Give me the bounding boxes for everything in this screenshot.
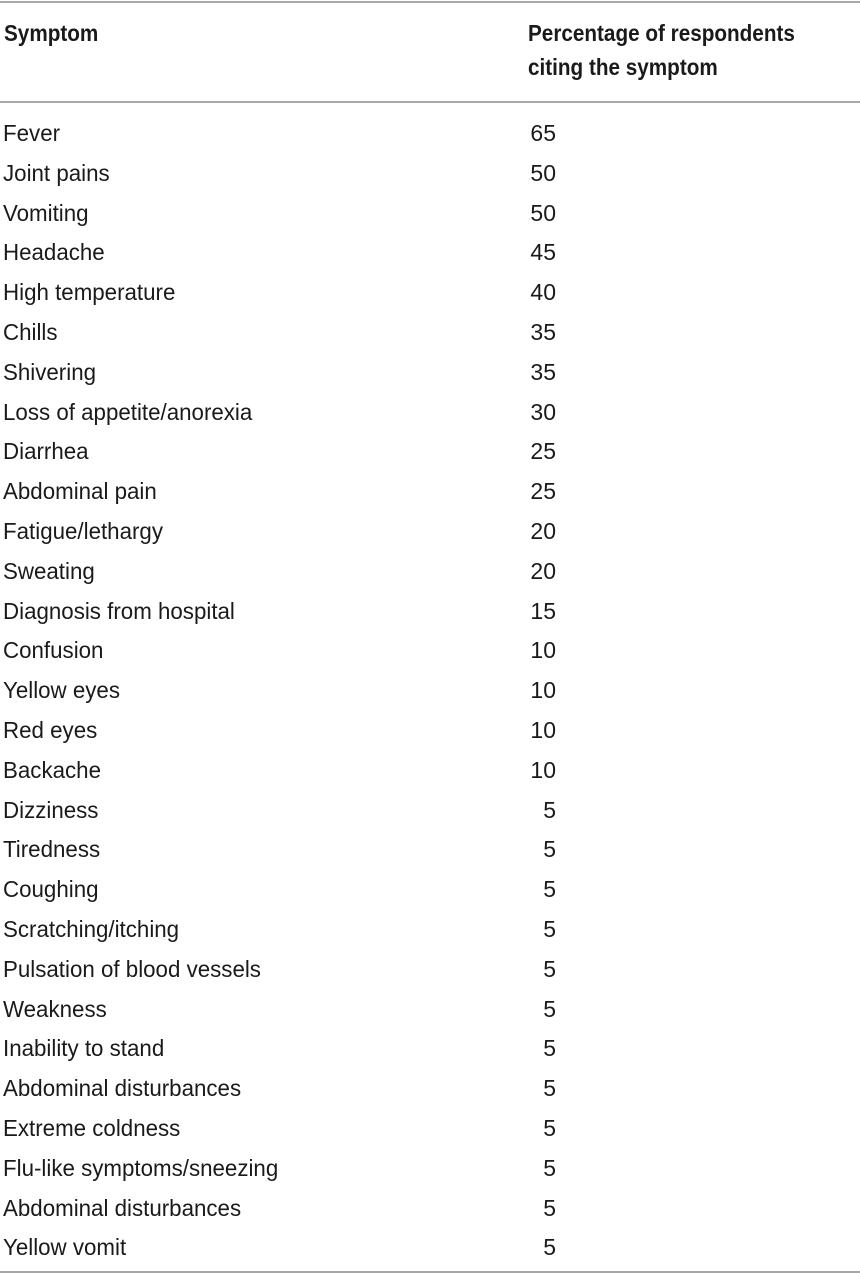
symptom-cell: Coughing	[3, 876, 99, 903]
symptom-cell: Abdominal pain	[3, 478, 157, 505]
table-row	[0, 113, 860, 153]
table-row	[0, 909, 860, 949]
column-header-percentage-line1: Percentage of respondents	[528, 20, 795, 46]
symptom-cell: Loss of appetite/anorexia	[3, 398, 253, 425]
table-row	[0, 949, 860, 989]
percentage-cell: 15	[530, 597, 556, 624]
symptom-cell: Diagnosis from hospital	[3, 597, 235, 624]
column-header-percentage	[528, 16, 795, 84]
symptom-cell: Abdominal disturbances	[3, 1194, 242, 1221]
percentage-cell: 10	[530, 716, 556, 743]
percentage-cell: 50	[530, 159, 556, 186]
symptom-cell: Headache	[3, 239, 105, 266]
symptom-cell: Pulsation of blood vessels	[3, 955, 261, 982]
table-row	[0, 1148, 860, 1188]
symptom-cell: Fatigue/lethargy	[3, 517, 163, 544]
table-row	[0, 471, 860, 511]
table-row	[0, 511, 860, 551]
percentage-cell: 35	[530, 358, 556, 385]
table-row	[0, 352, 860, 392]
percentage-cell: 5	[543, 796, 556, 823]
symptom-cell: High temperature	[3, 279, 176, 306]
percentage-cell: 30	[530, 398, 556, 425]
percentage-cell: 5	[543, 995, 556, 1022]
percentage-cell: 50	[530, 199, 556, 226]
symptom-cell: Diarrhea	[3, 438, 89, 465]
symptom-cell: Red eyes	[3, 716, 98, 743]
percentage-cell: 5	[543, 876, 556, 903]
symptom-cell: Abdominal disturbances	[3, 1075, 242, 1102]
percentage-cell: 5	[543, 1194, 556, 1221]
symptom-cell: Flu-like symptoms/sneezing	[3, 1154, 279, 1181]
symptom-cell: Joint pains	[3, 159, 110, 186]
table-bottom-rule	[0, 1271, 860, 1273]
symptom-cell: Scratching/itching	[3, 915, 180, 942]
percentage-cell: 5	[543, 1075, 556, 1102]
table-row	[0, 312, 860, 352]
symptom-cell: Dizziness	[3, 796, 99, 823]
table-row	[0, 1188, 860, 1228]
percentage-cell: 5	[543, 836, 556, 863]
percentage-cell: 5	[543, 955, 556, 982]
symptom-cell: Weakness	[3, 995, 107, 1022]
table-row	[0, 829, 860, 869]
percentage-cell: 35	[530, 318, 556, 345]
percentage-cell: 40	[530, 279, 556, 306]
symptom-cell: Yellow vomit	[3, 1234, 127, 1261]
header-rule	[0, 101, 860, 103]
percentage-cell: 10	[530, 677, 556, 704]
percentage-cell: 20	[530, 517, 556, 544]
table-row	[0, 1028, 860, 1068]
table-row	[0, 630, 860, 670]
table-row	[0, 431, 860, 471]
table-body	[0, 113, 860, 1267]
symptom-cell: Tiredness	[3, 836, 101, 863]
table-row	[0, 551, 860, 591]
percentage-cell: 5	[543, 1234, 556, 1261]
percentage-cell: 10	[530, 637, 556, 664]
table-row	[0, 1108, 860, 1148]
percentage-cell: 25	[530, 478, 556, 505]
column-header-symptom: Symptom	[4, 20, 99, 46]
percentage-cell: 65	[530, 120, 556, 146]
percentage-cell: 5	[543, 1114, 556, 1141]
percentage-cell: 5	[543, 1035, 556, 1062]
percentage-cell: 10	[530, 756, 556, 783]
table-row	[0, 591, 860, 631]
symptom-cell: Backache	[3, 756, 101, 783]
table-row	[0, 869, 860, 909]
table-row	[0, 989, 860, 1029]
column-header-percentage-line2: citing the symptom	[528, 54, 718, 80]
table-row	[0, 232, 860, 272]
table-row	[0, 1227, 860, 1267]
percentage-cell: 5	[543, 1154, 556, 1181]
table-row	[0, 710, 860, 750]
symptom-cell: Chills	[3, 318, 58, 345]
table-row	[0, 750, 860, 790]
symptom-cell: Sweating	[3, 557, 95, 584]
symptom-cell: Vomiting	[3, 199, 89, 226]
table-top-rule	[0, 1, 860, 3]
symptom-cell: Extreme coldness	[3, 1114, 181, 1141]
symptom-cell: Inability to stand	[3, 1035, 165, 1062]
percentage-cell: 20	[530, 557, 556, 584]
percentage-cell: 45	[530, 239, 556, 266]
symptom-cell: Confusion	[3, 637, 104, 664]
table-row	[0, 1068, 860, 1108]
table-row	[0, 153, 860, 193]
table-row	[0, 392, 860, 432]
table-row	[0, 670, 860, 710]
percentage-cell: 25	[530, 438, 556, 465]
symptom-cell: Yellow eyes	[3, 677, 121, 704]
table-row	[0, 272, 860, 312]
percentage-cell: 5	[543, 915, 556, 942]
symptom-cell: Shivering	[3, 358, 97, 385]
table-row	[0, 193, 860, 233]
symptom-cell: Fever	[3, 120, 61, 146]
table-row	[0, 790, 860, 830]
